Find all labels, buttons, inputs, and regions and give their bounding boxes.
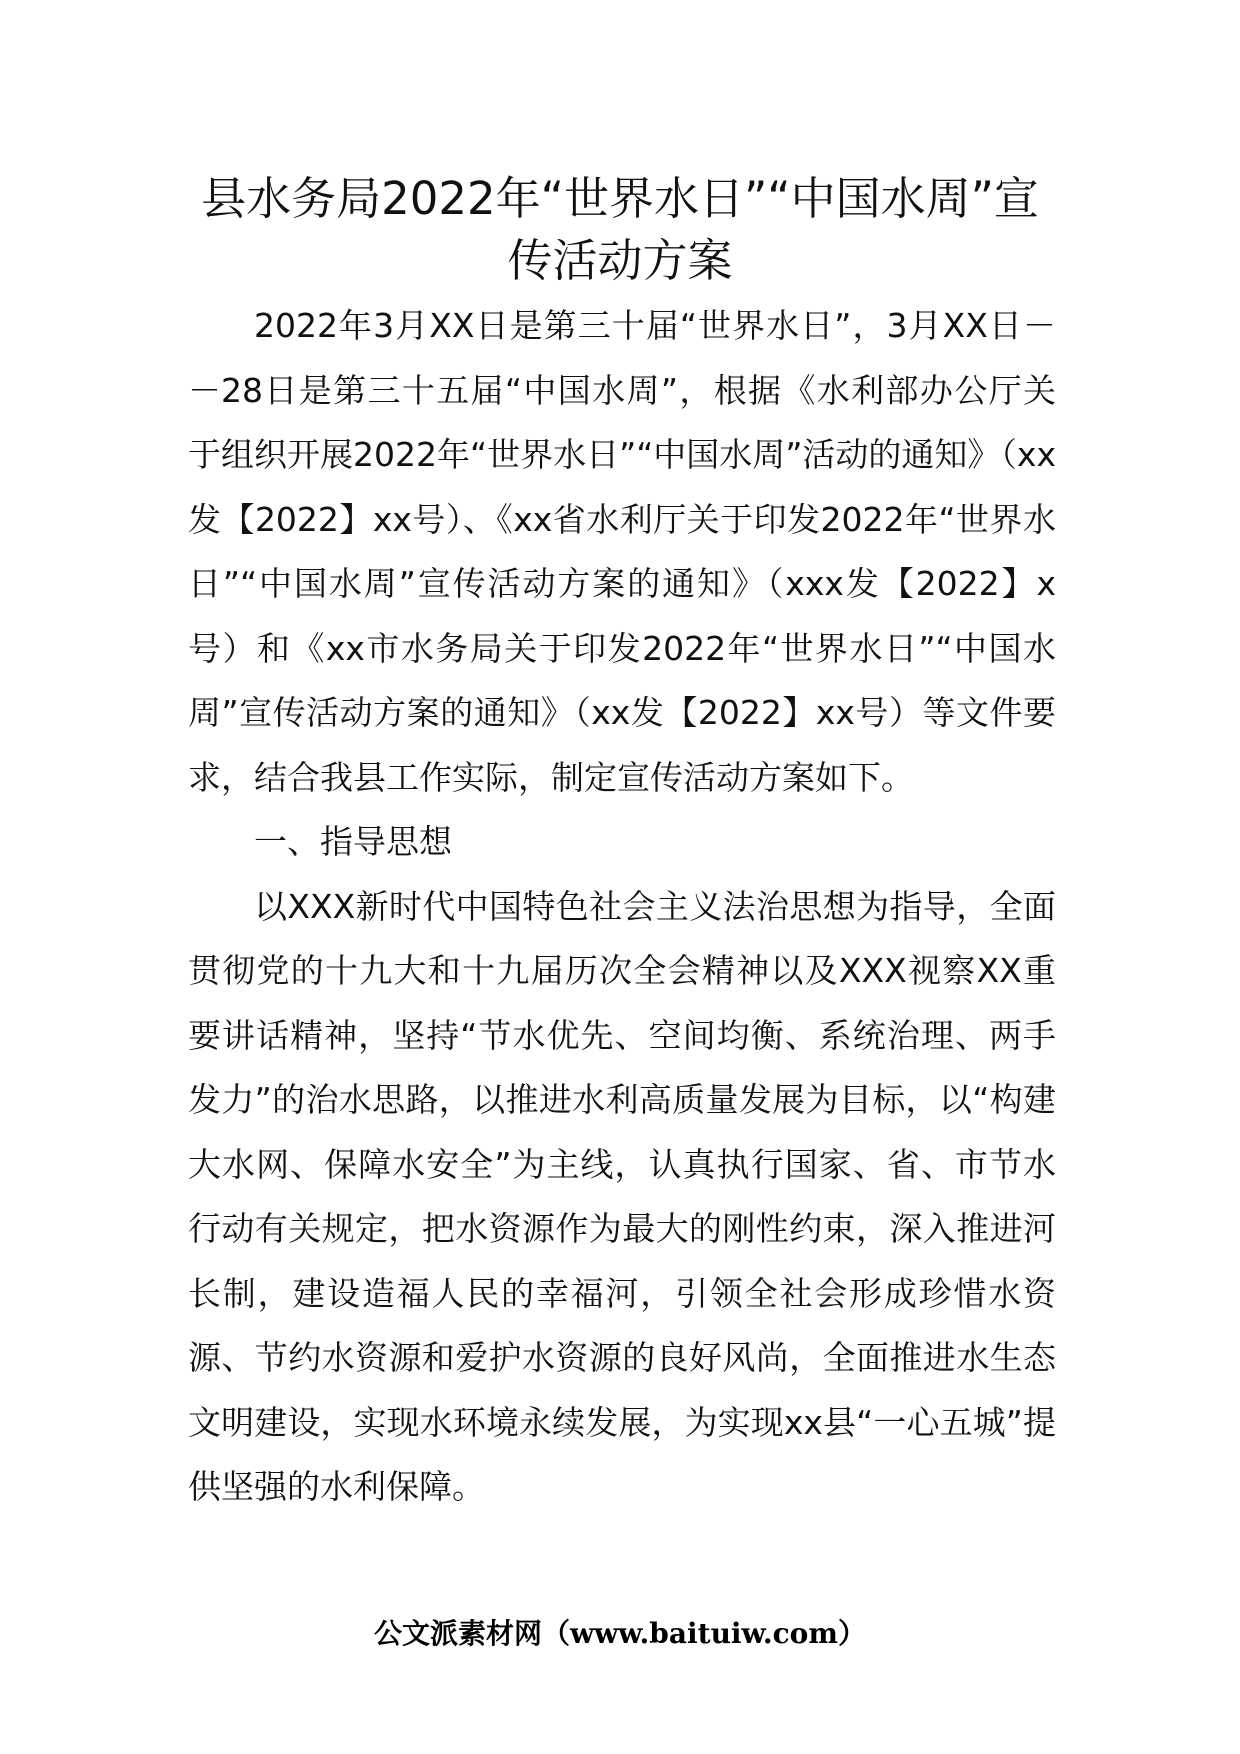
document-body — [188, 294, 1056, 1520]
footer-watermark: 公文派素材网（www.baituiw.com） — [374, 1617, 866, 1650]
section-heading-guiding-ideology: 一、指导思想 — [254, 822, 452, 861]
document-title: 县水务局2022年“世界水日”“中国水周”宣传活动方案 — [201, 172, 1039, 287]
intro-paragraph: 2022年3月XX日是第三十届“世界水日”，3月XX日－－28日是第三十五届“中国水周”，根据《水利部办公厅关于组织开展2022年“世界水日”“中国水周”活动的通知》（xx发【2022】xx号）、《xx省水利厅关于印发2022年“世界水日”“中国水周”宣传活动方案的通知》（xxx发【2022】x号）和《xx市水务局关于印发2022年“世界水日”“中国水周”宣传活动方案的通知》（xx发【2022】xx号）等文件要求，结合我县工作实际，制定宣传活动方案如下。 — [188, 306, 1056, 797]
guiding-ideology-paragraph: 以XXX新时代中国特色社会主义法治思想为指导，全面贯彻党的十九大和十九届历次全会精神以及XXX视察XX重要讲话精神，坚持“节水优先、空间均衡、系统治理、两手发力”的治水思路，以推进水利高质量发展为目标，以“构建大水网、保障水安全”为主线，认真执行国家、省、市节水行动有关规定，把水资源作为最大的刚性约束，深入推进河长制，建设造福人民的幸福河，引领全社会形成珍惜水资源、节约水资源和爱护水资源的良好风尚，全面推进水生态文明建设，实现水环境永续发展，为实现xx县“一心五城”提供坚强的水利保障。 — [188, 886, 1056, 1506]
